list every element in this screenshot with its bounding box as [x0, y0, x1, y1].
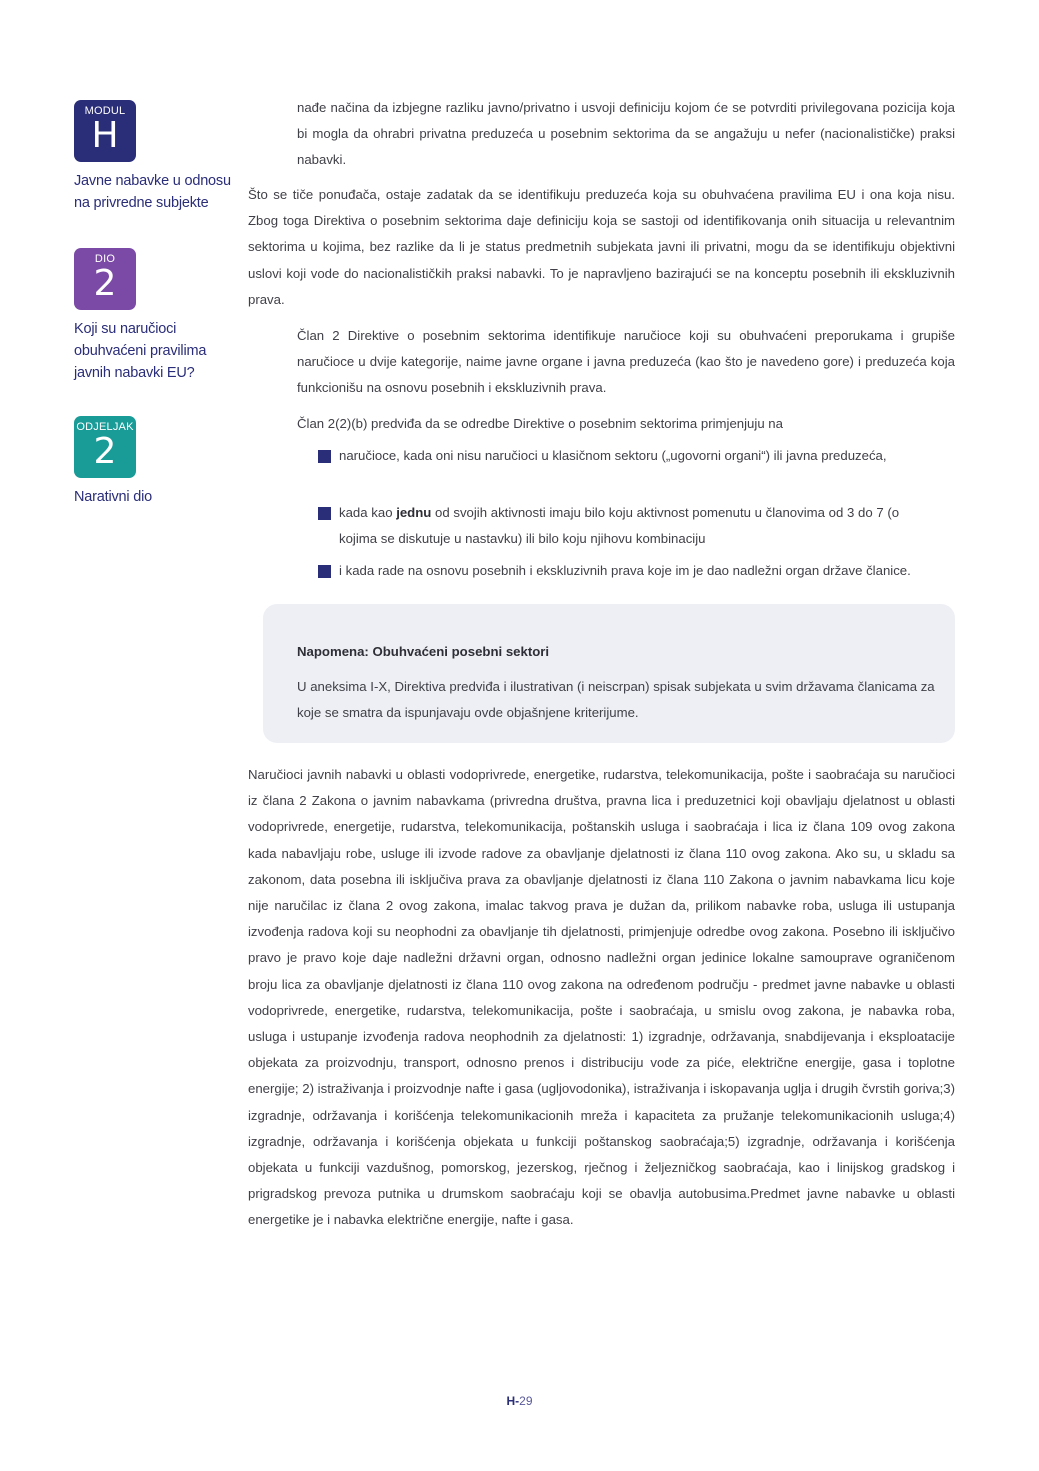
page-number — [0, 1394, 1039, 1408]
page-number-value: 29 — [519, 1394, 533, 1408]
paragraph-national-law: Naručioci javnih nabavki u oblasti vodoprivrede, energetike, rudarstva, telekomunikacija, pošte i saobraćaja su naručioci iz člana 2 Zakona o javnim nabavkama (privredna društva, pravna lica i preduzetnici koji obavljaju djelatnost u oblasti vodoprivrede, energetije, rudarstva, telekomunikacija, poštanskih usluga i saobraćaja i lica iz člana 109 ovog zakona kada nabavljaju robe, usluge ili izvode radove za obavljanje djelatnosti iz člana 110 ovog zakona. Ako su, u skladu sa zakonom, data posebna ili isključiva prava za obavljanje djelatnosti iz člana 110 Zakona o javnim nabavkama licu koje nije naručilac iz člana 2 ovog zakona, imalac takvog prava je dužan da, prilikom nabavke roba, usluga ili ustupanja izvođenja radova koji su neophodni za obavljanje tih djelatnosti, primjenjuje odredbe ovog zakona. Posebno ili isključivo pravo je pravo koje daje nadležni državni organ, odnosno nadležni organ jedinice lokalne samouprave ograničenom broju lica za obavljanje djelatnosti iz člana 110 ovog zakona na određenom području - predmet javne nabavke u oblasti vodoprivrede, energetike, rudarstva, telekomunikacija, pošte i saobraćaja, u smislu ovog zakona, je nabavka roba, usluga i ustupanje izvođenja radova neophodnih za djelatnosti: 1) izgradnje, održavanja, snabdijevanja i eksploatacije objekata za proizvodnju, transport, odnosno prenos i distribuciju vode za piće, električne energije, gasa i toplotne energije; 2) istraživanja i proizvodnje nafte i gasa (ugljovodonika), istraživanja i iskopavanja uglja i drugih čvrstih goriva;3) izgradnje, održavanja i korišćenja telekomunikacionih mreža i kapaciteta za pružanje telekomunikacionih usluga;4) izgradnje, održavanja i korišćenja objekata u funkciji poštanskog saobraćaja;5) izgradnje, održavanja i korišćenja objekata u funkciji vazdušnog, pomorskog, jezerskog, rječnog i željezničkog saobraćaja, kao i linijskog gradskog i prigradskog prevoza putnika u drumskom saobraćaju koji se obavlja autobusima.Predmet javne nabavke u oblasti energetike je i nabavka električne energije, nafte i gasa. — [248, 767, 955, 1228]
section-title: Narativni dio — [74, 489, 152, 505]
list-item-text: i kada rade na osnovu posebnih i ekskluzivnih prava koje im je dao nadležni organ države članice. — [339, 563, 911, 578]
paragraph-article-2-2-b: Član 2(2)(b) predviđa da se odredbe Direktive o posebnim sektorima primjenjuju na — [297, 416, 783, 431]
part-badge-number: 2 — [93, 263, 117, 304]
paragraph-intro-continued: nađe načina da izbjegne razliku javno/privatno i usvoji definiciju kojom će se potvrditi privilegovana pozicija koja bi mogla da ohrabri privatna preduzeća u posebnim sektorima da se angažuju u nefer (nacionalističke) praksi nabavki. — [297, 100, 955, 168]
page-number-prefix: H- — [506, 1394, 520, 1408]
part-title: Koji su naručioci obuhvaćeni pravilima javnih nabavki EU? — [74, 321, 207, 381]
list-item — [318, 500, 918, 552]
module-badge — [74, 100, 136, 162]
list-item — [318, 558, 918, 584]
module-badge-label: MODUL — [84, 105, 126, 117]
paragraph-bidders: Što se tiče ponuđača, ostaje zadatak da se identifikuju preduzeća koja su obuhvaćena pravilima EU i ona koja nisu. Zbog toga Direktiva o posebnim sektorima daje definiciju koja se sastoji od identifikovanja onih situacija u relevantnim sektorima u kojima, bez razlike da li je status predmetnih subjekata javni ili privatni, mogu da se identifikuju objektivni uslovi koji vode do nacionalističkih praksi nabavki. To je napravljeno bazirajući se na konceptu posebnih ili ekskluzivnih prava. — [248, 187, 955, 307]
note-title: Napomena: Obuhvaćeni posebni sektori — [297, 644, 550, 659]
part-badge — [74, 248, 136, 310]
bullet-square-icon — [318, 507, 331, 520]
section-badge — [74, 416, 136, 478]
list-item-text: naručioce, kada oni nisu naručioci u klasičnom sektoru („ugovorni organi“) ili javna preduzeća, — [339, 448, 887, 463]
bullet-square-icon — [318, 450, 331, 463]
emphasis-text: jednu — [396, 505, 432, 520]
section-badge-number: 2 — [93, 431, 117, 472]
section-badge-label: ODJELJAK — [76, 421, 134, 433]
sidebar — [74, 100, 234, 508]
part-badge-label: DIO — [94, 253, 116, 265]
note-box — [263, 604, 955, 743]
module-badge-letter: H — [91, 115, 119, 156]
list-item-text: kada kao jednu od svojih aktivnosti imaju bilo koju aktivnost pomenutu u članovima od 3 do 7 (o kojima se diskutuje u nastavku) ili bilo koju njihovu kombinaciju — [339, 505, 900, 547]
module-title: Javne nabavke u odnosu na privredne subjekte — [74, 173, 231, 211]
list-item — [318, 443, 918, 469]
paragraph-article-2: Član 2 Direktive o posebnim sektorima identifikuje naručioce koji su obuhvaćeni preporukama i grupiše naručioce u dvije kategorije, naime javne organe i javna preduzeća (kao što je navedeno gore) i preduzeća koja funkcionišu na osnovu posebnih i ekskluzivnih prava. — [297, 328, 955, 396]
bullet-square-icon — [318, 565, 331, 578]
note-text: U aneksima I-X, Direktiva predviđa i ilustrativan (i neiscrpan) spisak subjekata u svim državama članicama za koje se smatra da ispunjavaju ovde objašnjene kriterijume. — [297, 679, 935, 721]
